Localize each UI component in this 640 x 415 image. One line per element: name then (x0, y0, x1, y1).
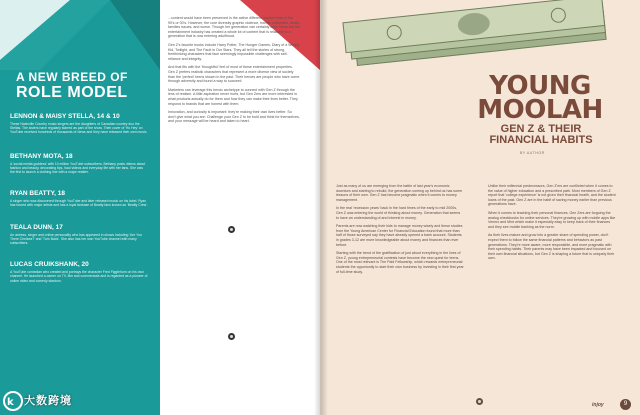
headline-line2: MOOLAH (477, 95, 603, 125)
bio-text: These Nashville Country music singers are the daughters of Canadian country duo the Stellas. The sisters have regularly starred as part of the show. Their cover of 'Ho Hey' on YouTube received hundreds of thousands of views and they have released their own music. (10, 122, 148, 135)
svg-text:k: k (7, 397, 14, 408)
bio-text: A singer who was discovered through YouTube and later released music on his label. Ryan has toured with major artists and has a loyal fanbase of Beatty fans known as 'Beatty Crew'. (10, 199, 148, 208)
subhead-line2: FINANCIAL HABITS (489, 134, 593, 146)
watermark-text: 大数跨境 (24, 395, 72, 407)
body-paragraph: And that fits with the 'thoughtful' feel of most of these entertainment properties. Gen Z prefers realistic characters that represent a more diverse view of society than the 'perfect' teens shown in the past. Their heroes are people who have come through adversity and found a way to succeed. (168, 65, 300, 84)
bio-text: A YouTube comedian who created and portrays the character Fred Figglehorn on his own channel. He launched a career on TV, film and commercials and is regarded as a pioneer of online video and comedy stardom. (10, 270, 148, 283)
bio-name: LENNON & MAISY STELLA, 14 & 10 (10, 113, 120, 120)
byline: BY AUTHOR (520, 151, 545, 155)
body-paragraph: In the real 'recession years' back in the hard times of the early to mid 2000s, Gen Z was entering the world of thinking about money. Generation that seems to have an understanding of and interest in money. (336, 206, 461, 220)
bio-name: BETHANY MOTA, 18 (10, 152, 73, 160)
headline-line1: YOUNG (489, 71, 591, 101)
dark-teal-triangle (110, 0, 160, 70)
section-divider-icon (476, 398, 483, 405)
subheadline (446, 124, 636, 146)
body-paragraph: As their lives mature and grow into a greater share of spending power, don't expect them to follow the same financial patterns and behaviors as past generations. They're more aware, more responsible, and more pragmatic with their spending habits. Their parents may have been impacted and focused on their own financial situations, but Gen Z is shaping a future that is uniquely their own. (488, 233, 615, 261)
body-paragraph: Just as many of us are emerging from the battle of last year's economic downturn and starting to rebuild, the generation coming up behind us has some lessons of their own. Gen Z has become pragmatic when it comes to money management. (336, 184, 463, 202)
right-column-1 (336, 184, 464, 278)
section-divider-icon (228, 226, 235, 233)
body-paragraph: Unlike their millennial predecessors, Gen Z'ers are conflicted when it comes to the value of higher education and a prescribed path. Most members of Gen Z report that 'college experience' is not given their financial health, and the student loans of the past. Gen Z are in the habit of saving money earlier than previous generations have. (488, 184, 616, 207)
section-title-line1: A NEW BREED OF (16, 70, 128, 84)
footer-magazine-name: injoy (592, 402, 604, 408)
bio-name: TEALA DUNN, 17 (10, 223, 63, 231)
bio-item (10, 113, 148, 135)
body-paragraph: Starting with the trend of the gratification of just about everything in the lives of Gen Z, young entrepreneurial contests have become the new quest for teens. One of the most relevant is The Paid Fellowship, which rewards entrepreneurial students the opportunity to start their own business by investing in their first year of full-time study. (336, 251, 464, 274)
bio-text: A 'social media goddess' with 10 million YouTube subscribers, Bethany posts videos about fashion and beauty, decorating tips, haul videos and everyday life with her fans. She was the first to launch a clothing line with a major retailer. (10, 161, 146, 175)
bio-text: An actress, singer and online personality who has appeared in shows including 'Are You There Chelsea?' and 'Turn Back'. She also has her own YouTube channel with many subscribers. (10, 232, 142, 246)
section-divider-icon (228, 333, 235, 340)
body-paragraph: Gen Z's favorite books include Harry Potter, The Hunger Games, Diary of a Wimpy Kid, Twilight, and The Fault in Our Stars. They all tell the stories of strong, freethinking characters that face seemingly impossible challenges with self-reliance and integrity. (168, 42, 300, 61)
bio-item (10, 261, 148, 283)
body-paragraph: Innovation, and curiosity is important: they're making their own lives better. So don't give what you are: Challenge your Gen Z to be bold and think for themselves, and your message will be heard and taken to heart. (168, 110, 300, 124)
section-title-line2: ROLE MODEL (16, 84, 128, 101)
right-page (320, 0, 640, 415)
left-body-text (168, 16, 300, 128)
body-paragraph: Marketers can leverage this heroic archetype to connect with Gen Z through the lens of realism. A little aspiration never hurts, but Gen Zers are more interested in what products actually do for them and how they can make their lives better. They respond to brands that are honest with them. (168, 87, 298, 106)
body-paragraph: Parents are now watching their kids to manage money wisely and these studies from the Young American Center for Financial Education found that more than half of those surveyed say they have already opened a bank account. Students in grades 3-12 are more knowledgeable about money and finances than ever before. (336, 224, 463, 247)
money-stack-image (335, 0, 625, 70)
bio-item (10, 190, 148, 207)
section-title (16, 70, 128, 100)
body-paragraph: ...content would have been preserved in the active different manner than in the 90's or 00's. However, the core diversity graphic violence, horrific outbreaks, death, families issues, and worse. Though her generation can certainly drive ideas but the entertainment industry has created a whole lot of content that is relatable to a generation that is now entering adulthood. (168, 16, 300, 39)
watermark-icon (2, 390, 24, 412)
right-column-2 (488, 184, 616, 265)
bio-item (10, 153, 148, 175)
bio-item (10, 224, 148, 246)
body-paragraph: When it comes to teaching their personal finances, Gen Zers are forgoing the analog checkbooks for online services. They're growing up with mobile apps like Venmo and Mint which make it especially easy to keep track of their finances and they see mobile banking as the norm. (488, 210, 616, 229)
page-number: 9 (620, 399, 631, 410)
bio-list (10, 113, 148, 290)
watermark-logo (2, 388, 142, 414)
headline (440, 71, 640, 125)
subhead-line1: GEN Z & THEIR (500, 123, 582, 135)
bio-name: RYAN BEATTY, 18 (10, 190, 66, 198)
bio-name: LUCAS CRUIKSHANK, 20 (10, 261, 89, 269)
